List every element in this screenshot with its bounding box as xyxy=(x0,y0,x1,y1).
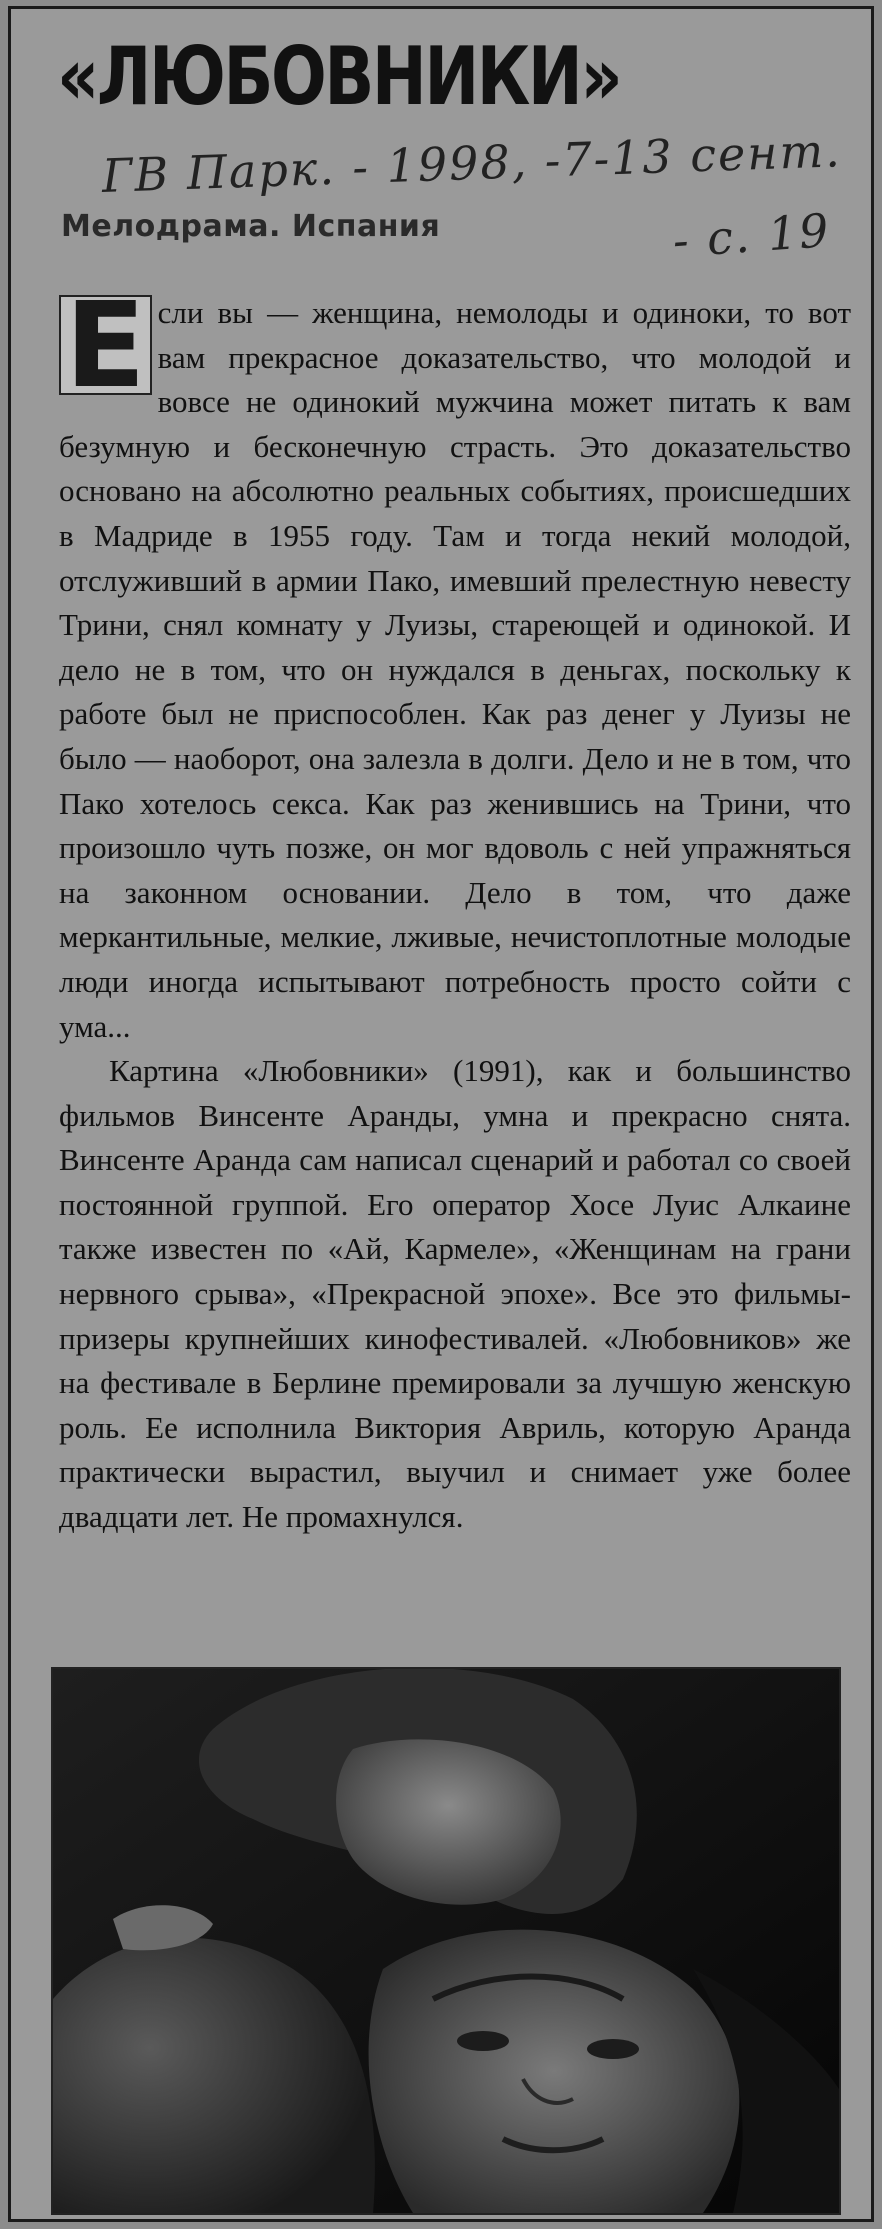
handwritten-note-line-1: ГВ Парк. - 1998, -7-13 сент. xyxy=(101,123,843,203)
handwritten-note-line-2: - с. 19 xyxy=(671,202,833,268)
newspaper-clipping xyxy=(8,6,874,2222)
drop-cap: Е xyxy=(59,295,152,395)
article-paragraph-2: Картина «Любовники» (1991), как и большинство фильмов Винсенте Аранды, умна и прекрасно снята. Винсенте Аранда сам написал сценарий и работал со своей постоянной группой. Его оператор Хосе Луис Алкаине также известен по «Ай, Кармеле», «Женщинам на грани нервного срыва», «Прекрасной эпохе». Все это фильмы-призеры крупнейших кинофестивалей. «Любовников» же на фестивале в Берлине премировали за лучшую женскую роль. Ее исполнила Виктория Авриль, которую Аранда практически вырастил, выучил и снимает уже более двадцати лет. Не промахнулся. xyxy=(59,1053,851,1535)
article-paragraph-1 xyxy=(59,276,851,1049)
film-still-image xyxy=(53,1669,839,2213)
paragraph-1-text: сли вы — женщина, немолоды и одиноки, то вот вам прекрасное доказательство, что молодой и вовсе не одинокий мужчина может питать к вам безумную и бесконечную страсть. Это доказательство основано на абсолютно реальных событиях, происшедших в Мадриде в 1955 году. Там и тогда некий молодой, отслуживший в армии Пако, имевший прелестную невесту Трини, снял комнату у Луизы, стареющей и одинокой. И дело не в том, что он нуждался в деньгах, поскольку к работе был не приспособлен. Как раз денег у Луизы не было — наоборот, она залезла в долги. Дело и не в том, что Пако хотелось секса. Как раз женившись на Трини, что произошло чуть позже, он мог вдоволь с ней упражняться на законном основании. Дело в том, что даже меркантильные, мелкие, лживые, нечистоплотные молодые люди иногда испытывают потребность просто сойти с ума... xyxy=(59,295,851,1044)
film-still-photo xyxy=(51,1667,841,2215)
headline-subtitle: Мелодрама. Испания xyxy=(61,209,441,244)
headline-title: «ЛЮБОВНИКИ» xyxy=(57,30,621,123)
article-body xyxy=(59,276,851,1540)
